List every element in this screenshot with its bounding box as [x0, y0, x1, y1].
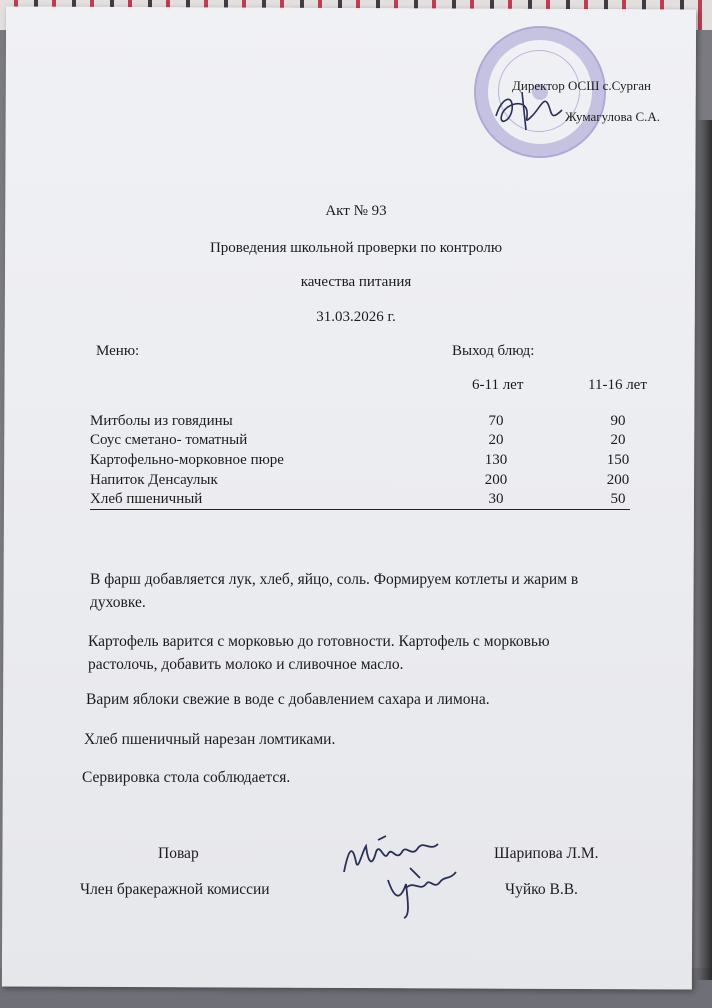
signer-name-1: Шарипова Л.М.: [494, 845, 599, 862]
menu-row: [90, 452, 630, 470]
menu-row: [90, 472, 630, 490]
dish-output-11-16: 90: [610, 413, 626, 429]
paragraph-2-line-2: растолочь, добавить молоко и сливочное масло.: [88, 656, 404, 673]
director-title: Директор ОСШ с.Сурган: [512, 78, 652, 93]
menu-underline: [90, 509, 630, 510]
dish-output-11-16: 150: [606, 452, 630, 468]
dish-output-6-11: 70: [488, 413, 504, 429]
dish-output-6-11: 200: [484, 472, 508, 488]
menu-row: [90, 432, 630, 450]
signer-name-2: Чуйко В.В.: [505, 881, 578, 898]
age-col-2: 11-16 лет: [588, 377, 647, 393]
signature-commission-icon: [380, 862, 460, 922]
signer-role-1: Повар: [158, 845, 199, 862]
menu-row: [90, 413, 630, 431]
dish-output-11-16: 20: [610, 432, 626, 448]
paragraph-4: Хлеб пшеничный нарезан ломтиками.: [84, 731, 336, 748]
menu-label: Меню:: [96, 343, 140, 359]
dish-output-11-16: 200: [606, 472, 630, 488]
paragraph-3: Варим яблоки свежие в воде с добавлением сахара и лимона.: [86, 691, 490, 708]
act-number: Акт № 93: [325, 203, 387, 219]
dish-output-6-11: 30: [488, 491, 504, 507]
paragraph-1-line-2: духовке.: [90, 594, 146, 611]
dish-name: Напиток Денсаулык: [90, 472, 218, 488]
dish-name: Соус сметано- томатный: [90, 432, 248, 448]
act-subtitle-1: Проведения школьной проверки по контролю: [209, 240, 503, 256]
dish-name: Митболы из говядины: [90, 413, 233, 429]
age-col-1: 6-11 лет: [472, 377, 524, 393]
act-subtitle-2: качества питания: [300, 274, 412, 290]
dish-name: Хлеб пшеничный: [90, 491, 203, 507]
dish-name: Картофельно-морковное пюре: [90, 452, 284, 468]
paragraph-5: Сервировка стола соблюдается.: [82, 769, 291, 786]
dish-output-11-16: 50: [610, 491, 626, 507]
act-date: 31.03.2026 г.: [316, 309, 396, 325]
director-name: Жумагулова С.А.: [565, 109, 661, 124]
menu-row: [90, 491, 630, 509]
paragraph-2-line-1: Картофель варится с морковью до готовности. Картофель с морковью: [88, 633, 550, 650]
paragraph-1-line-1: В фарш добавляется лук, хлеб, яйцо, соль. Формируем котлеты и жарим в: [90, 571, 579, 588]
dish-output-6-11: 20: [488, 432, 504, 448]
dish-output-6-11: 130: [484, 452, 508, 468]
director-signature-icon: [492, 86, 572, 136]
signer-role-2: Член бракеражной комиссии: [80, 881, 270, 898]
output-label: Выход блюд:: [452, 343, 535, 359]
